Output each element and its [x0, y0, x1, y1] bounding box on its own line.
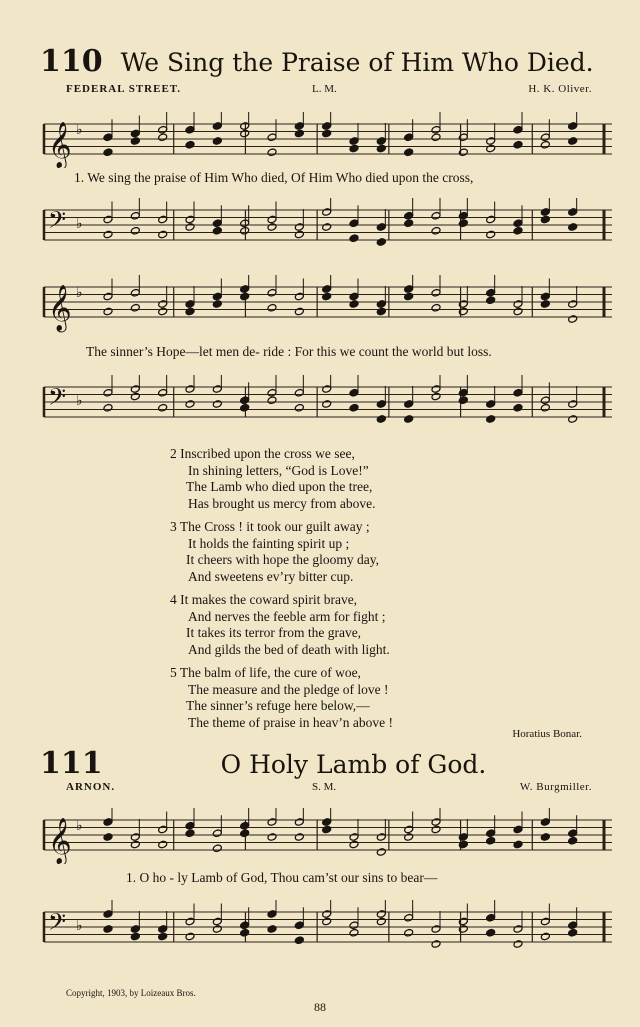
- verse-line: It cheers with hope the gloomy day,: [186, 552, 379, 567]
- lyric-line: 1. O ho - ly Lamb of God, Thou cam’st our sins to bear—: [126, 870, 438, 885]
- verse-line: And sweetens ev’ry bitter cup.: [188, 568, 354, 584]
- lyric-line: The sinner’s Hope—let men de- ride : For this we count the world but loss.: [86, 344, 492, 359]
- hymn-title: We Sing the Praise of Him Who Died.: [120, 48, 594, 77]
- verse-line: And nerves the feeble arm for fight ;: [188, 608, 386, 624]
- verse-line: The theme of praise in heav’n above !: [188, 714, 394, 730]
- svg-text:♭: ♭: [76, 285, 83, 301]
- verse-line: The Lamb who died upon the tree,: [186, 479, 373, 494]
- svg-text:𝄢: 𝄢: [48, 206, 67, 239]
- verse-line: 5 The balm of life, the cure of woe,: [170, 665, 361, 680]
- lyric-row-1: [42, 170, 614, 190]
- svg-text:𝄞: 𝄞: [48, 818, 72, 864]
- meter: L. M.: [312, 83, 337, 95]
- verse-line: Has brought us mercy from above.: [188, 495, 376, 511]
- lyric-row-3: [42, 870, 614, 890]
- copyright-notice: Copyright, 1903, by Loizeaux Bros.: [66, 988, 196, 998]
- music-staff: [42, 808, 614, 864]
- verse-line: It takes its terror from the grave,: [186, 625, 362, 640]
- verse-3: [170, 519, 500, 585]
- meter: S. M.: [312, 781, 337, 793]
- lyric-row-2: [42, 344, 614, 364]
- verse-line: 2 Inscribed upon the cross we see,: [170, 446, 355, 461]
- bass-staff-system-2: [42, 375, 614, 437]
- treble-staff-system-1: [42, 112, 614, 168]
- svg-text:♭: ♭: [76, 216, 83, 232]
- tune-name: ARNON.: [66, 781, 116, 793]
- lyric-line: 1. We sing the praise of Him Who died, Of Him Who died upon the cross,: [74, 170, 474, 185]
- bass-staff-system-1: [42, 198, 614, 254]
- page-number: 88: [314, 1000, 326, 1014]
- verse-line: It holds the fainting spirit up ;: [188, 535, 350, 551]
- svg-text:𝄞: 𝄞: [48, 285, 72, 331]
- bass-staff-system-3: [42, 900, 614, 956]
- treble-staff-system-2: [42, 275, 614, 335]
- verse-line: In shining letters, “God is Love!”: [188, 462, 369, 478]
- verse-line: The sinner’s refuge here below,—: [186, 698, 370, 713]
- composer: H. K. Oliver.: [528, 83, 592, 95]
- hymn-111-meta: [66, 781, 592, 793]
- hymn-111-header: [40, 746, 600, 781]
- verse-line: 3 The Cross ! it took our guilt away ;: [170, 519, 370, 534]
- music-staff: [42, 375, 614, 437]
- hymn-title: O Holy Lamb of God.: [220, 750, 487, 779]
- music-staff: [42, 198, 614, 254]
- music-staff: [42, 112, 614, 168]
- svg-text:♭: ♭: [76, 918, 83, 934]
- hymn-110-meta: [66, 83, 592, 95]
- svg-text:𝄢: 𝄢: [48, 383, 67, 416]
- verse-line: 4 It makes the coward spirit brave,: [170, 592, 358, 607]
- svg-text:♭: ♭: [76, 122, 83, 138]
- svg-text:♭: ♭: [76, 393, 83, 409]
- hymn-number: 110: [40, 44, 103, 79]
- tune-name: FEDERAL STREET.: [66, 83, 182, 95]
- verse-5: [170, 665, 500, 731]
- music-staff: [42, 900, 614, 956]
- composer: W. Burgmiller.: [519, 781, 592, 793]
- music-staff: [42, 275, 614, 335]
- verse-line: The measure and the pledge of love !: [188, 681, 389, 697]
- verse-4: [170, 592, 500, 658]
- treble-staff-system-3: [42, 808, 614, 864]
- svg-text:♭: ♭: [76, 818, 83, 834]
- verse-line: And gilds the bed of death with light.: [188, 641, 390, 657]
- hymn-110-header: [40, 44, 600, 79]
- svg-text:𝄞: 𝄞: [48, 122, 72, 168]
- author: Horatius Bonar.: [512, 728, 582, 740]
- verse-2: [170, 446, 500, 512]
- verses: [170, 446, 500, 738]
- svg-text:𝄢: 𝄢: [48, 908, 67, 941]
- hymn-number: 111: [40, 746, 103, 781]
